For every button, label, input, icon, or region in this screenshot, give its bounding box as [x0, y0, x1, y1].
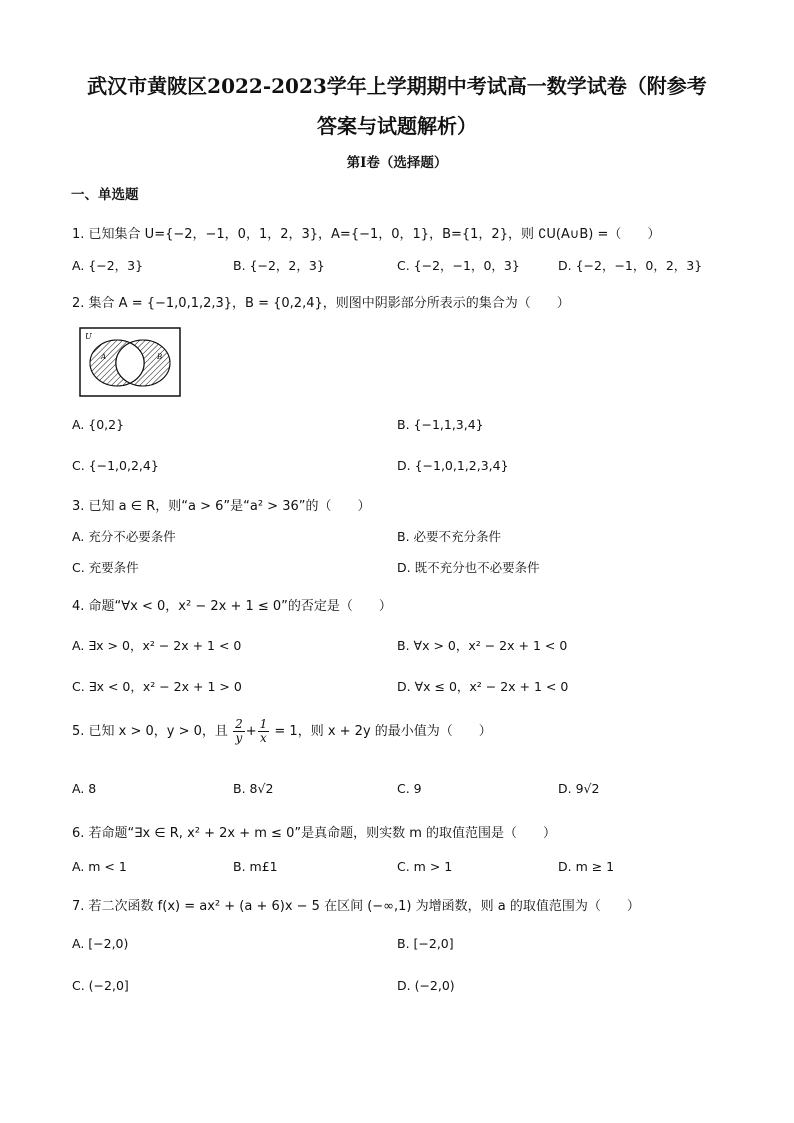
option-a: A. {−2，3} [72, 258, 144, 273]
option-c: C. {−2，−1，0，3} [397, 258, 520, 273]
question-number: 1. [72, 227, 85, 242]
question-5 [72, 718, 492, 745]
question-stem-after: = 1，则 x + 2y 的最小值为（ ） [274, 724, 492, 739]
option-b: B. m£1 [233, 859, 278, 874]
question-stem: 若二次函数 f(x) = ax² + (a + 6)x − 5 在区间 (−∞,1) 为增函数，则 a 的取值范围为（ ） [88, 899, 640, 914]
option-b: B. 必要不充分条件 [397, 529, 502, 544]
universe-label: U [85, 332, 92, 341]
option-a: A. ∃x > 0，x² − 2x + 1 < 0 [72, 638, 242, 653]
option-a: A. [−2,0) [72, 936, 129, 951]
set-a-label: A [101, 353, 107, 361]
question-7 [72, 895, 640, 914]
question-4 [72, 595, 392, 614]
question-number: 3. [72, 499, 85, 514]
option-b: B. {−1,1,3,4} [397, 417, 484, 432]
plus-sign: + [245, 724, 257, 739]
option-b: B. ∀x > 0，x² − 2x + 1 < 0 [397, 638, 568, 653]
question-stem: 集合 A = {−1,0,1,2,3}，B = {0,2,4}，则图中阴影部分所表示的集合为（ ） [88, 296, 570, 311]
fraction-2-over-y: $\frac{2}{y}$ [235, 717, 243, 745]
section-heading: 一、单选题 [71, 187, 139, 203]
option-c: C. {−1,0,2,4} [72, 458, 159, 473]
volume-label: 第I卷（选择题） [346, 155, 448, 171]
option-c: C. (−2,0] [72, 978, 129, 993]
option-d: D. 9√2 [558, 781, 600, 796]
option-d: D. (−2,0) [397, 978, 455, 993]
option-a: A. {0,2} [72, 417, 125, 432]
question-stem: 已知 a ∈ R，则“a > 6”是“a² > 36”的（ ） [88, 499, 371, 514]
question-number: 5. [72, 724, 85, 739]
option-d: D. {−2，−1，0，2，3} [558, 258, 703, 273]
option-d: D. 既不充分也不必要条件 [397, 560, 540, 575]
option-a: A. 充分不必要条件 [72, 529, 176, 544]
option-b: B. 8√2 [233, 781, 274, 796]
option-c: C. 9 [397, 781, 422, 796]
fraction-1-over-x: $\frac{1}{x}$ [259, 717, 268, 745]
option-b: B. {−2，2，3} [233, 258, 325, 273]
document-title-line-1: 武汉市黄陂区2022-2023学年上学期期中考试高一数学试卷（附参考 [87, 74, 707, 98]
venn-diagram [79, 327, 181, 397]
option-c: C. m > 1 [397, 859, 453, 874]
option-d: D. {−1,0,1,2,3,4} [397, 458, 509, 473]
question-number: 4. [72, 599, 85, 614]
question-1 [72, 223, 660, 242]
question-stem: 已知集合 U={−2，−1，0，1，2，3}，A={−1，0，1}，B={1，2}，则 ∁U(A∪B) =（ ） [88, 227, 661, 242]
question-3 [72, 495, 370, 514]
option-a: A. m < 1 [72, 859, 127, 874]
option-d: D. ∀x ≤ 0，x² − 2x + 1 < 0 [397, 679, 569, 694]
question-stem: 若命题“∃x ∈ R, x² + 2x + m ≤ 0”是真命题，则实数 m 的取值范围是（ ） [88, 826, 557, 841]
question-number: 6. [72, 826, 85, 841]
question-number: 2. [72, 296, 85, 311]
option-d: D. m ≥ 1 [558, 859, 615, 874]
question-stem-before: 已知 x > 0，y > 0，且 [88, 724, 228, 739]
option-a: A. 8 [72, 781, 97, 796]
question-2 [72, 292, 570, 311]
question-stem: 命题“∀x < 0，x² − 2x + 1 ≤ 0”的否定是（ ） [88, 599, 392, 614]
option-c: C. ∃x < 0，x² − 2x + 1 > 0 [72, 679, 242, 694]
set-b-label: B [157, 353, 163, 361]
question-6 [72, 822, 556, 841]
document-title-line-2: 答案与试题解析） [317, 114, 477, 138]
question-number: 7. [72, 899, 85, 914]
option-b: B. [−2,0] [397, 936, 454, 951]
option-c: C. 充要条件 [72, 560, 139, 575]
